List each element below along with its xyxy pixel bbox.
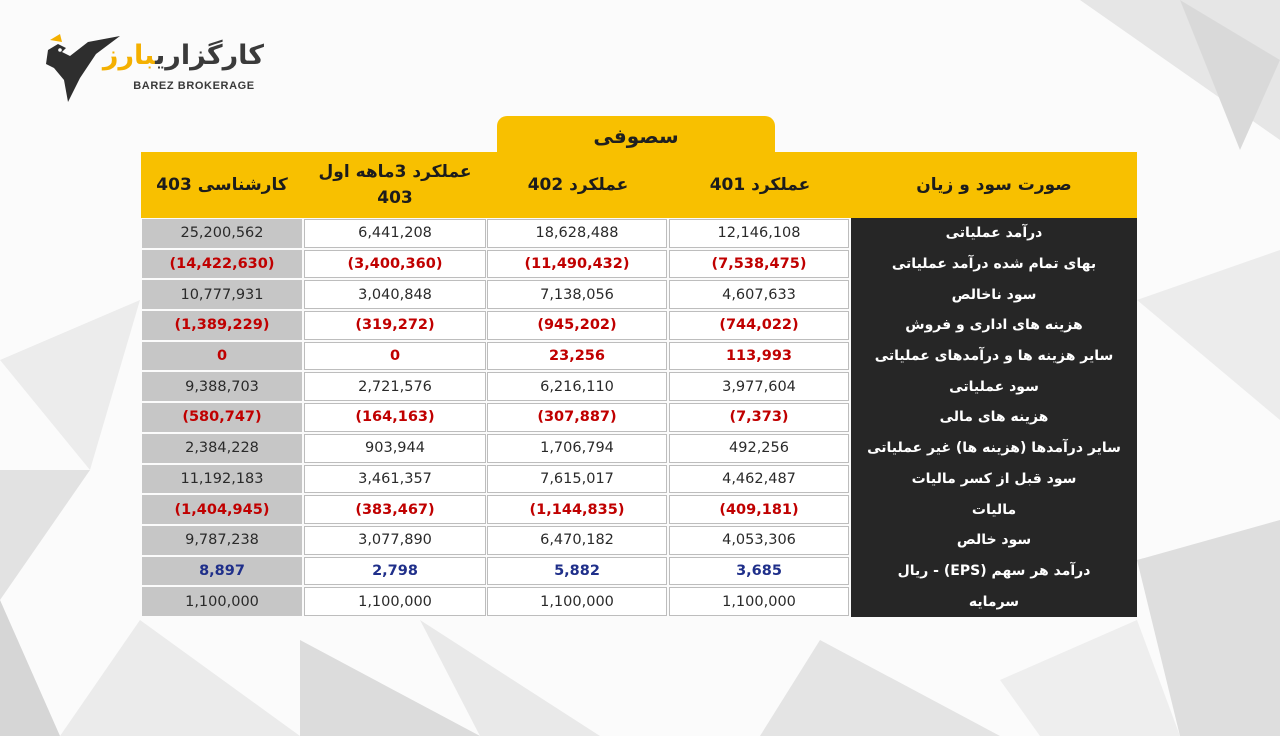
brand-logo [40, 34, 270, 104]
row-label: درآمد عملیاتی [851, 218, 1137, 249]
table-row [141, 310, 1137, 341]
row-label: سود قبل از کسر مالیات [851, 464, 1137, 495]
cell-expert-403: 2,384,228 [142, 434, 302, 463]
table-row [141, 556, 1137, 587]
row-label: هزینه های مالی [851, 402, 1137, 433]
cell-expert-403: (1,389,229) [142, 311, 302, 340]
cell-401: 4,607,633 [669, 280, 849, 309]
cell-402: 6,216,110 [487, 372, 667, 401]
cell-401: (409,181) [669, 495, 849, 524]
table-row [141, 341, 1137, 372]
cell-401: (744,022) [669, 311, 849, 340]
cell-402: (307,887) [487, 403, 667, 432]
table-body [141, 218, 1137, 617]
row-label: مالیات [851, 494, 1137, 525]
cell-q3-403: (164,163) [304, 403, 486, 432]
cell-402: 6,470,182 [487, 526, 667, 555]
cell-401: 12,146,108 [669, 219, 849, 248]
cell-402: 18,628,488 [487, 219, 667, 248]
cell-402: 7,615,017 [487, 465, 667, 494]
cell-401: (7,373) [669, 403, 849, 432]
cell-expert-403: (14,422,630) [142, 250, 302, 279]
table-row [141, 402, 1137, 433]
cell-expert-403: 0 [142, 342, 302, 371]
table-row [141, 494, 1137, 525]
row-label: هزینه های اداری و فروش [851, 310, 1137, 341]
row-label: سود ناخالص [851, 279, 1137, 310]
cell-401: 113,993 [669, 342, 849, 371]
cell-expert-403: (1,404,945) [142, 495, 302, 524]
table-row [141, 464, 1137, 495]
cell-402: 23,256 [487, 342, 667, 371]
cell-q3-403: 2,721,576 [304, 372, 486, 401]
row-label: سرمایه [851, 586, 1137, 617]
cell-402: 1,100,000 [487, 587, 667, 616]
header-expert-403: کارشناسی 403 [156, 175, 288, 195]
cell-q3-403: (319,272) [304, 311, 486, 340]
cell-expert-403: (580,747) [142, 403, 302, 432]
row-label: سود عملیاتی [851, 371, 1137, 402]
cell-expert-403: 1,100,000 [142, 587, 302, 616]
table-row [141, 279, 1137, 310]
cell-401: 4,462,487 [669, 465, 849, 494]
cell-expert-403: 10,777,931 [142, 280, 302, 309]
cell-q3-403: 903,944 [304, 434, 486, 463]
cell-expert-403: 8,897 [142, 557, 302, 586]
cell-q3-403: 3,461,357 [304, 465, 486, 494]
row-label: بهای تمام شده درآمد عملیاتی [851, 249, 1137, 280]
table-row [141, 433, 1137, 464]
row-label: سایر درآمدها (هزینه ها) غیر عملیاتی [851, 433, 1137, 464]
cell-q3-403: 1,100,000 [304, 587, 486, 616]
table-row [141, 371, 1137, 402]
cell-q3-403: (3,400,360) [304, 250, 486, 279]
row-label: سایر هزینه ها و درآمدهای عملیاتی [851, 341, 1137, 372]
cell-expert-403: 9,787,238 [142, 526, 302, 555]
cell-expert-403: 11,192,183 [142, 465, 302, 494]
cell-401: 3,977,604 [669, 372, 849, 401]
cell-401: 4,053,306 [669, 526, 849, 555]
cell-q3-403: 3,077,890 [304, 526, 486, 555]
header-402: عملکرد 402 [527, 175, 629, 195]
header-401: عملکرد 401 [709, 175, 811, 195]
cell-q3-403: 6,441,208 [304, 219, 486, 248]
row-label: سود خالص [851, 525, 1137, 556]
brand-name-accent: بارز [102, 40, 156, 71]
row-label: درآمد هر سهم (EPS) - ریال [851, 556, 1137, 587]
cell-expert-403: 9,388,703 [142, 372, 302, 401]
table-row [141, 249, 1137, 280]
cell-402: 7,138,056 [487, 280, 667, 309]
table-row [141, 525, 1137, 556]
income-statement-table [141, 152, 1137, 617]
cell-401: 3,685 [669, 557, 849, 586]
header-label: صورت سود و زیان [916, 175, 1072, 195]
cell-expert-403: 25,200,562 [142, 219, 302, 248]
cell-q3-403: 0 [304, 342, 486, 371]
company-title: سصوفی [497, 116, 775, 160]
cell-q3-403: 3,040,848 [304, 280, 486, 309]
table-row [141, 218, 1137, 249]
cell-402: 1,706,794 [487, 434, 667, 463]
cell-402: (945,202) [487, 311, 667, 340]
brand-name-main: کارگزاری [155, 40, 264, 71]
table-row [141, 586, 1137, 617]
brand-name-english: BAREZ BROKERAGE [133, 80, 255, 92]
cell-q3-403: 2,798 [304, 557, 486, 586]
cell-401: 492,256 [669, 434, 849, 463]
cell-402: (1,144,835) [487, 495, 667, 524]
cell-q3-403: (383,467) [304, 495, 486, 524]
cell-401: (7,538,475) [669, 250, 849, 279]
cell-402: 5,882 [487, 557, 667, 586]
cell-402: (11,490,432) [487, 250, 667, 279]
cell-401: 1,100,000 [669, 587, 849, 616]
table-header [141, 152, 1137, 218]
header-q3-403: عملکرد 3ماهه اول 403 [318, 162, 472, 208]
